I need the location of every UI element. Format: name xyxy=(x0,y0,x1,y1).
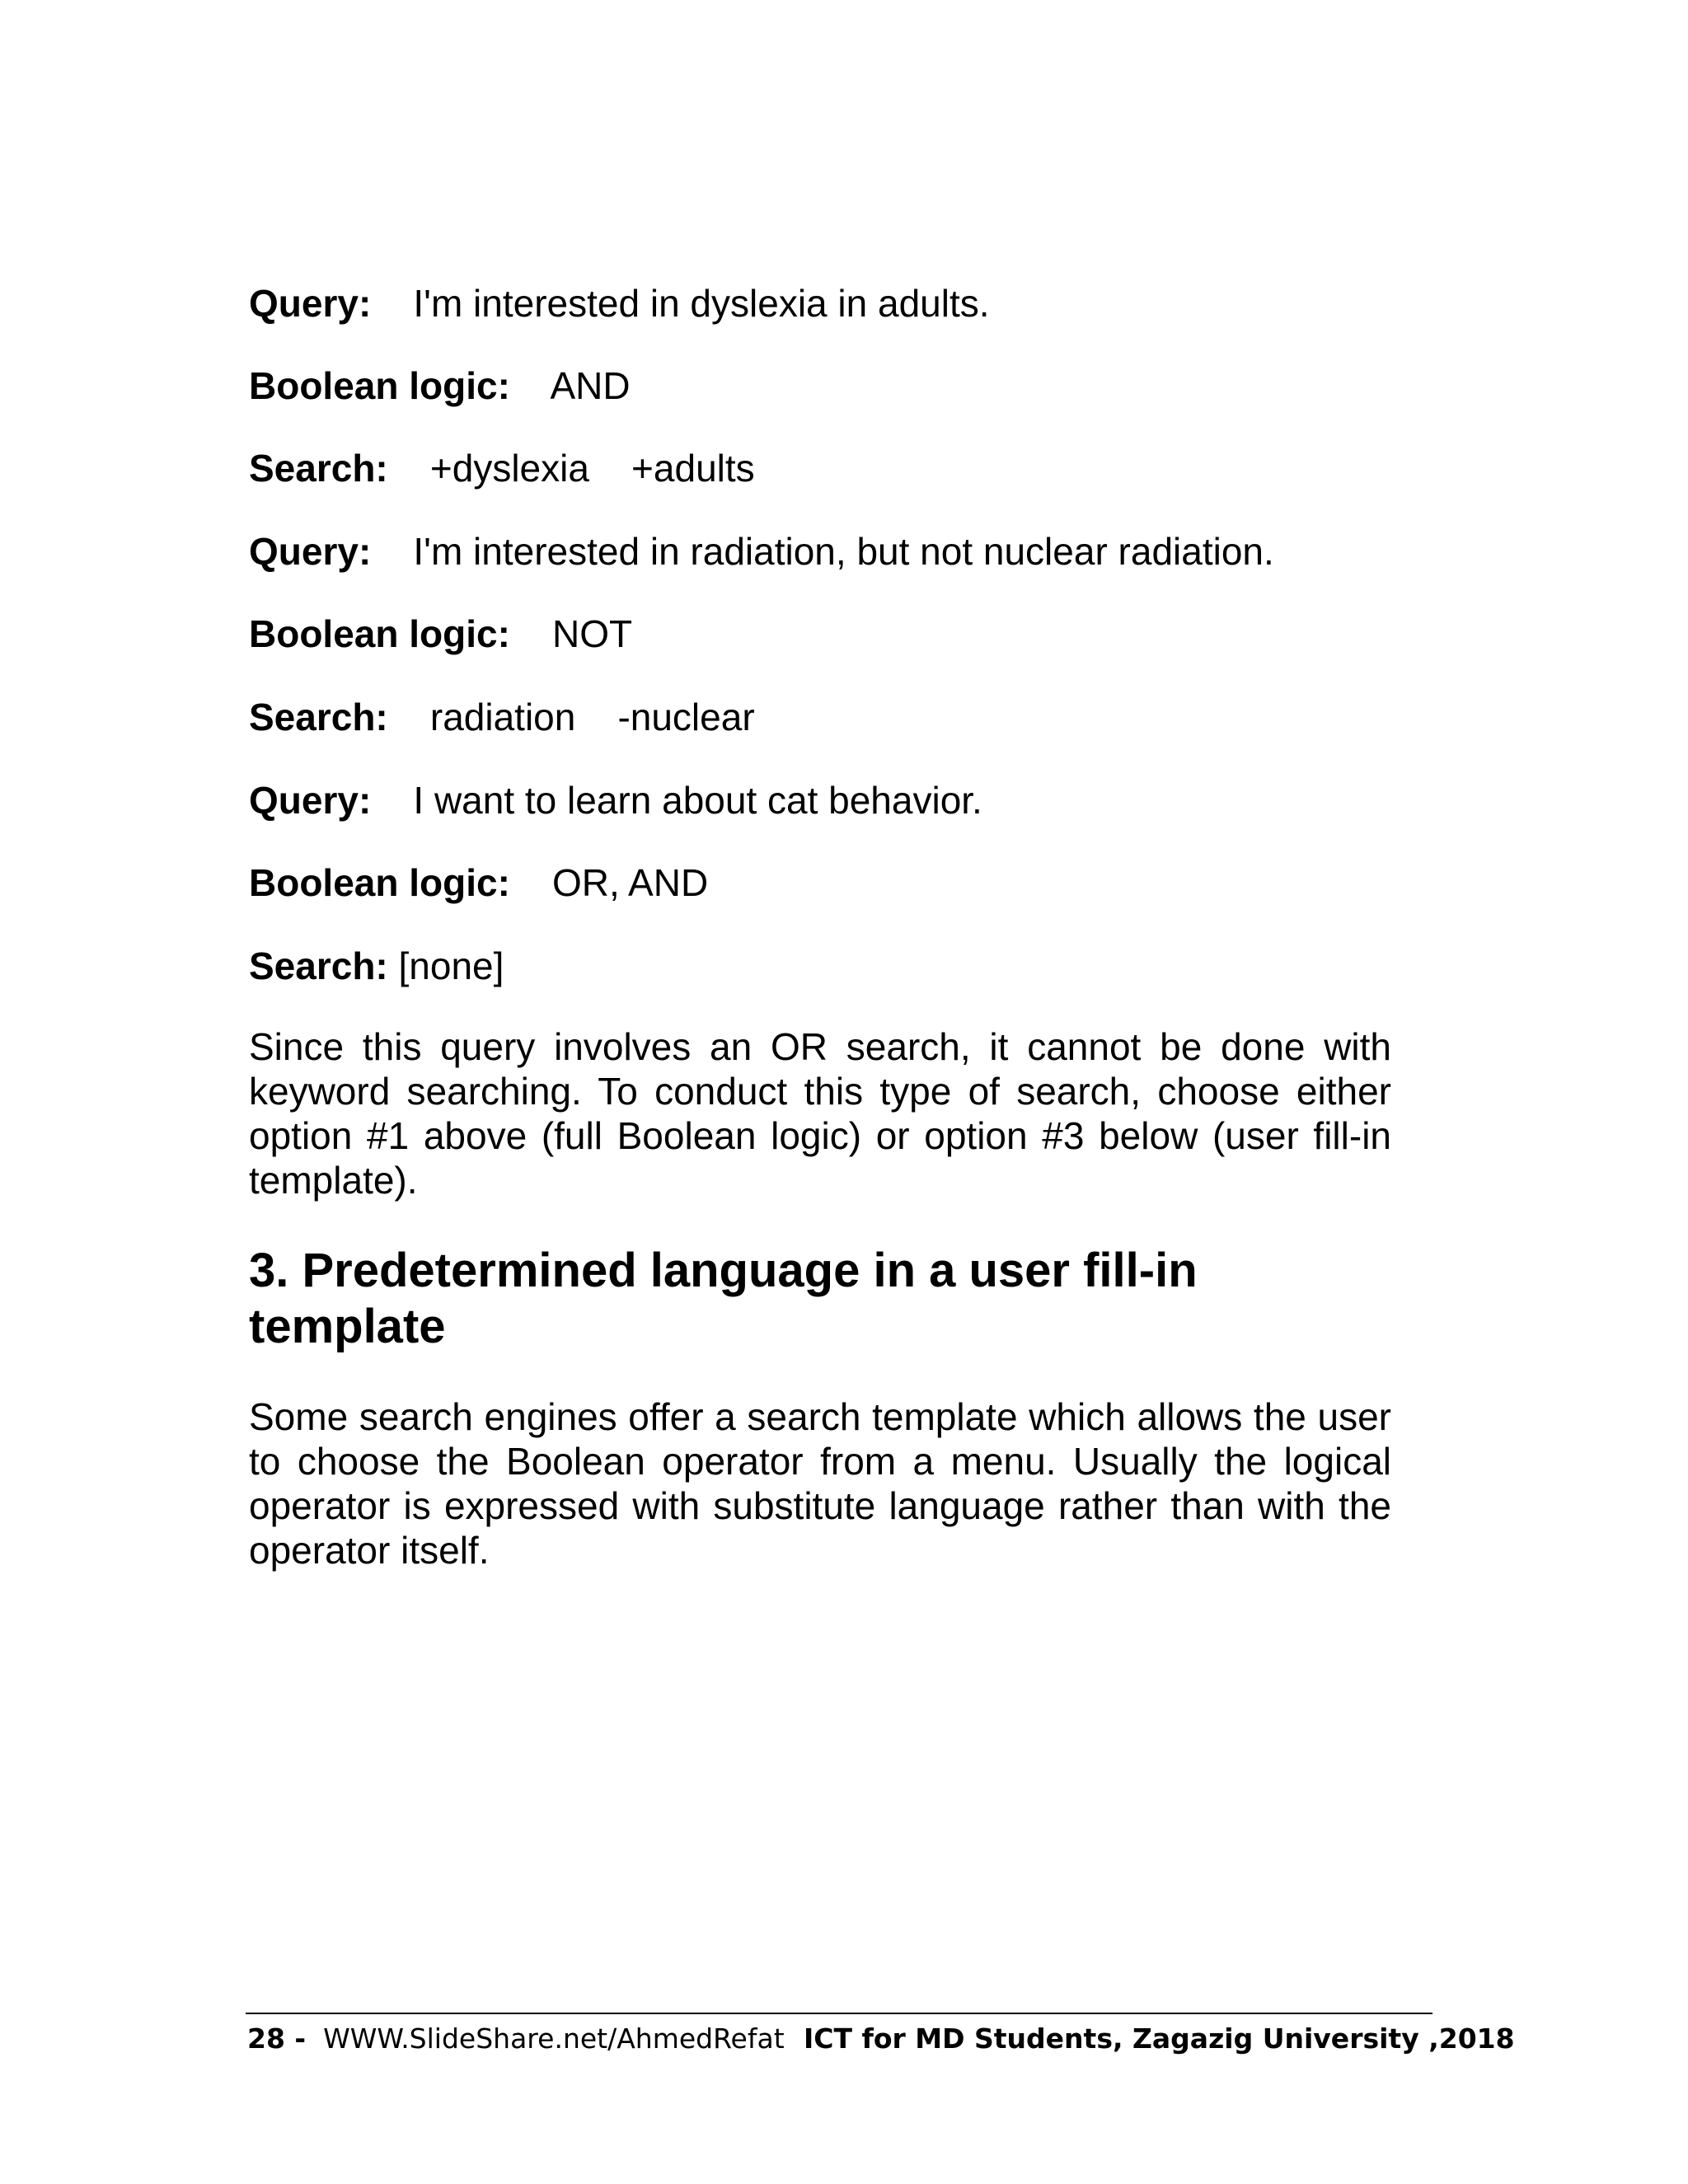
example-row-search-3 xyxy=(249,943,504,989)
section-body-paragraph: Some search engines offer a search template which allows the user to choose the Boolean operator from a menu. Usually the logical operator is expressed with substitute language rather than with the operator itself. xyxy=(249,1395,1391,1572)
row-label: Boolean logic: xyxy=(249,861,510,904)
row-value: NOT xyxy=(552,612,633,655)
row-label: Query: xyxy=(249,282,372,325)
row-label: Query: xyxy=(249,779,372,822)
explanation-paragraph: Since this query involves an OR search, it cannot be done with keyword searching. To conduct this type of search, choose either option #1 above (full Boolean logic) or option #3 below (user fill-in template). xyxy=(249,1025,1391,1202)
row-value: +dyslexia +adults xyxy=(429,447,755,490)
example-row-boolean-2 xyxy=(249,611,632,657)
footer-source: WWW.SlideShare.net/AhmedRefat xyxy=(323,2022,785,2055)
example-row-search-1 xyxy=(249,445,755,491)
row-value: OR, AND xyxy=(552,861,709,904)
example-row-boolean-3 xyxy=(249,860,708,906)
row-label: Search: xyxy=(249,944,388,987)
row-value: AND xyxy=(550,364,631,407)
row-label: Boolean logic: xyxy=(249,364,510,407)
page-number: 28 - xyxy=(247,2022,307,2055)
row-value: I want to learn about cat behavior. xyxy=(413,779,982,822)
row-value: radiation -nuclear xyxy=(429,696,755,738)
footer-divider xyxy=(246,2013,1432,2014)
row-value: [none] xyxy=(398,944,504,987)
example-row-query-1 xyxy=(249,280,990,326)
footer-course: ICT for MD Students, Zagazig University ,2018 xyxy=(804,2022,1515,2055)
row-value: I'm interested in dyslexia in adults. xyxy=(413,282,990,325)
row-label: Search: xyxy=(249,447,388,490)
example-row-query-3 xyxy=(249,777,982,823)
example-row-search-2 xyxy=(249,694,755,740)
row-label: Search: xyxy=(249,696,388,738)
footer-left xyxy=(247,2021,785,2057)
example-row-boolean-1 xyxy=(249,363,631,409)
row-label: Query: xyxy=(249,530,372,573)
row-value: I'm interested in radiation, but not nuclear radiation. xyxy=(413,530,1274,573)
example-row-query-2 xyxy=(249,528,1274,574)
section-heading: 3. Predetermined language in a user fill-in template xyxy=(249,1244,1198,1353)
row-label: Boolean logic: xyxy=(249,612,510,655)
